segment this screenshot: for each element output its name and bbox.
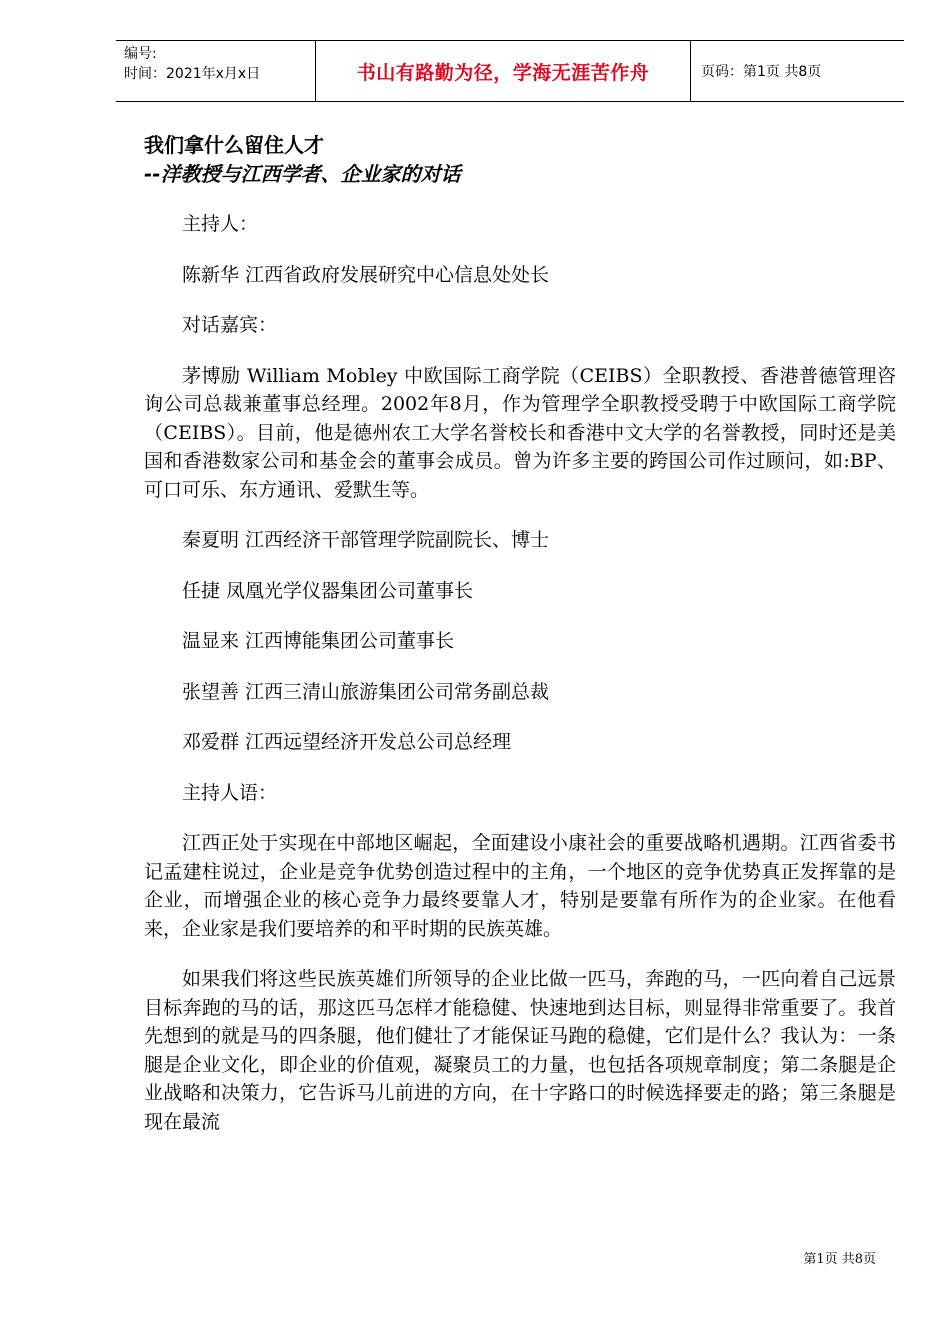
number-label: 编号: [124,46,157,62]
paragraph: 江西正处于实现在中部地区崛起，全面建设小康社会的重要战略机遇期。江西省委书记孟建柱说过，企业是竞争优势创造过程中的主角，一个地区的竞争优势真正发挥靠的是企业，而增强企业的核心竞争力最终要靠人才，特别是要靠有所作为的企业家。在他看来，企业家是我们要培养的和平时期的民族英雄。 [144,832,896,940]
header-motto: 书山有路勤为径，学海无涯苦作舟 [316,41,691,101]
header-meta [116,41,316,101]
document-subtitle: --洋教授与江西学者、企业家的对话 [144,162,461,186]
header-page-code: 页码：第1页 共8页 [701,64,822,80]
document-body [144,210,896,1158]
document-title: 我们拿什么留住人才 [144,133,324,157]
paragraph: 茅博励 William Mobley 中欧国际工商学院（CEIBS）全职教授、香港普德管理咨询公司总裁兼董事总经理。2002年8月，作为管理学全职教授受聘于中欧国际工商学院（CEIBS）。目前，他是德州农工大学名誉校长和香港中文大学的名誉教授，同时还是美国和香港数家公司和基金会的董事会成员。曾为许多主要的跨国公司作过顾问，如:BP、可口可乐、东方通讯、爱默生等。 [144,364,896,501]
paragraph: 温显来 江西博能集团公司董事长 [182,630,455,652]
paragraph: 秦夏明 江西经济干部管理学院副院长、博士 [182,529,550,551]
page-footer: 第1页 共8页 [803,1252,876,1267]
time-label: 时间：2021年x月x日 [124,66,261,82]
paragraph: 对话嘉宾： [182,314,278,336]
paragraph: 主持人： [182,213,259,235]
paragraph: 陈新华 江西省政府发展研究中心信息处处长 [182,263,550,286]
paragraph: 如果我们将这些民族英雄们所领导的企业比做一匹马，奔跑的马，一匹向着自己远景目标奔跑的马的话，那这匹马怎样才能稳健、快速地到达目标，则显得非常重要了。我首先想到的就是马的四条腿，他们健壮了才能保证马跑的稳健，它们是什么？我认为：一条腿是企业文化，即企业的价值观，凝聚员工的力量，也包括各项规章制度；第二条腿是企业战略和决策力，它告诉马儿前进的方向，在十字路口的时候选择要走的路；第三条腿是现在最流 [144,968,896,1133]
paragraph: 任捷 凤凰光学仪器集团公司董事长 [182,579,474,602]
page-header [116,40,904,102]
paragraph: 邓爱群 江西远望经济开发总公司总经理 [182,731,512,753]
paragraph: 张望善 江西三清山旅游集团公司常务副总裁 [182,680,550,703]
paragraph: 主持人语： [182,781,278,804]
